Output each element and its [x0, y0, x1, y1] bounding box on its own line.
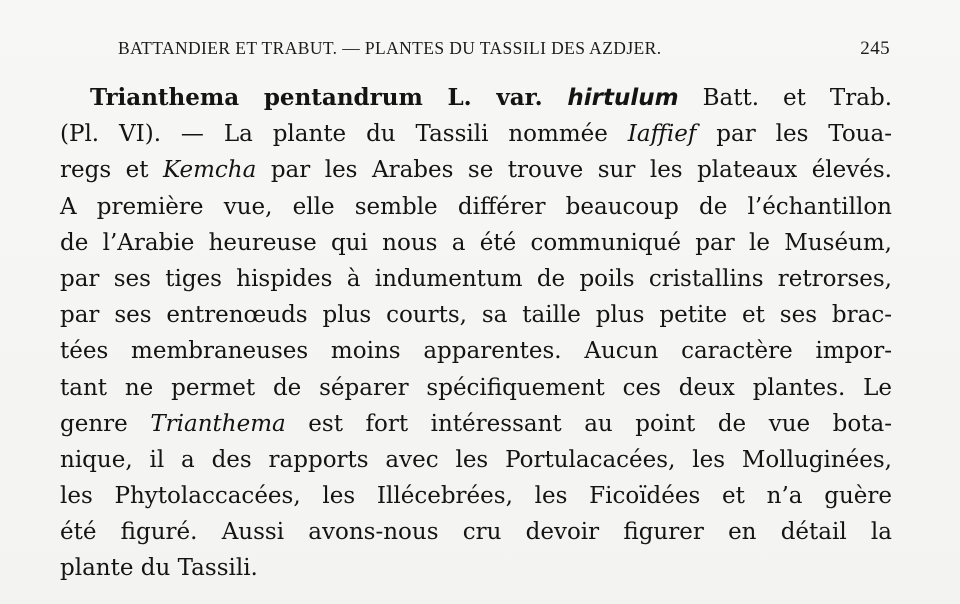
text-line-10: [60, 406, 892, 442]
text-segment: est fort intéressant au point de vue bota-: [285, 410, 892, 437]
text-line-7: par ses entrenœuds plus courts, sa taille plus petite et ses brac-: [60, 302, 892, 329]
text-line-3: [60, 152, 892, 188]
text-segment: par les Toua-: [696, 121, 892, 148]
text-line-14: plante du Tassili.: [60, 555, 258, 582]
genus-name: Trianthema: [150, 410, 286, 437]
text-line-5: de l’Arabie heureuse qui nous a été communiqué par le Muséum,: [60, 229, 892, 256]
text-segment: par les Arabes se trouve sur les plateaux élevés.: [256, 157, 892, 184]
body-paragraph: [60, 80, 892, 587]
text-segment: regs et: [60, 157, 163, 184]
local-name-iaffief: Iaffief: [627, 121, 697, 148]
text-line-2: [60, 116, 892, 152]
text-line-12: les Phytolaccacées, les Illécebrées, les Ficoïdées et n’a guère: [60, 483, 892, 510]
text-line-11: nique, il a des rapports avec les Portulacacées, les Molluginées,: [60, 446, 892, 473]
text-line-13: été figuré. Aussi avons-nous cru devoir figurer en détail la: [60, 519, 892, 546]
running-title: BATTANDIER ET TRABUT. — PLANTES DU TASSILI DES AZDJER.: [118, 38, 662, 58]
text-segment: (Pl. VI). — La plante du Tassili nommée: [60, 121, 628, 148]
author-citation: Batt. et Trab.: [678, 85, 893, 111]
local-name-kemcha: Kemcha: [162, 157, 257, 184]
running-header: [118, 38, 890, 64]
text-segment: genre: [60, 410, 151, 437]
text-line-8: tées membraneuses moins apparentes. Aucun caractère impor-: [60, 338, 892, 365]
text-line-6: par ses tiges hispides à indumentum de poils cristallins retrorses,: [60, 265, 892, 292]
page-number: 245: [860, 38, 890, 59]
species-name: Trianthema pentandrum L. var.: [90, 84, 568, 111]
variety-name: hirtulum: [567, 85, 679, 111]
text-line-9: tant ne permet de séparer spécifiquement ces deux plantes. Le: [60, 374, 892, 401]
text-line-1: [60, 80, 892, 116]
text-line-4: A première vue, elle semble différer beaucoup de l’échantillon: [60, 193, 892, 220]
